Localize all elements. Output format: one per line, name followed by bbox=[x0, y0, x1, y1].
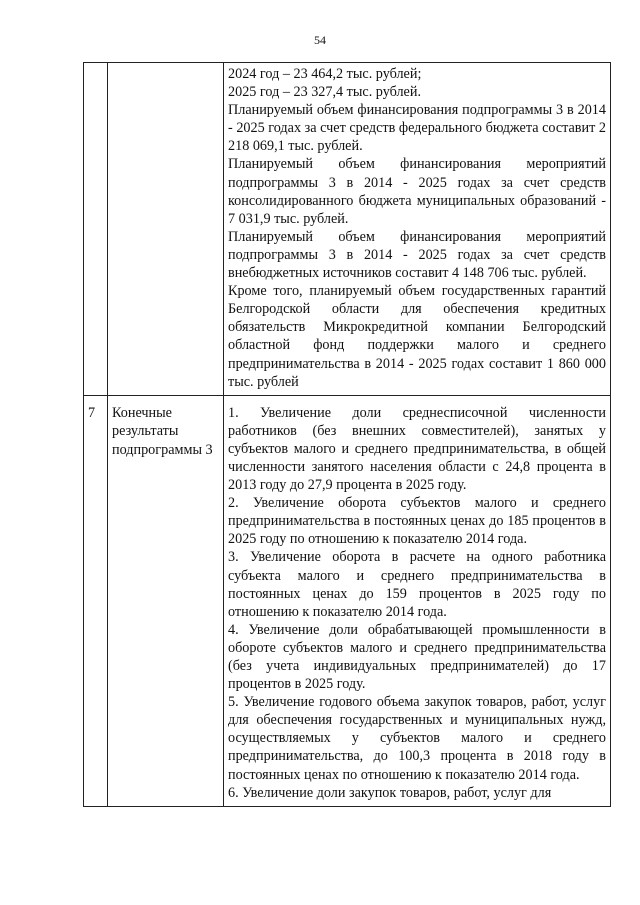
paragraph: 4. Увеличение доли обрабатывающей промышленности в обороте субъектов малого и среднего предпринимательства (без учета индивидуальных предпринимателей) до 17 процентов в 2025 году. bbox=[228, 621, 606, 693]
paragraph: 3. Увеличение оборота в расчете на одного работника субъекта малого и среднего предпринимательства в постоянных ценах до 159 процентов в 2025 году по отношению к показателю 2014 года. bbox=[228, 549, 606, 620]
paragraph: 5. Увеличение годового объема закупок товаров, работ, услуг для обеспечения государственных и муниципальных нужд, осуществляемых у субъектов малого и среднего предпринимательства, до 100,3 процента в 2018 году в постоянных ценах по отношению к показателю 2014 года. bbox=[228, 694, 606, 783]
row-label-cell bbox=[108, 63, 224, 396]
row-content-cell bbox=[224, 63, 611, 396]
paragraph: Планируемый объем финансирования подпрограммы 3 в 2014 - 2025 годах за счет средств федерального бюджета составит 2 218 069,1 тыс. рублей. bbox=[228, 102, 606, 155]
paragraph: 2024 год – 23 464,2 тыс. рублей; bbox=[228, 66, 422, 82]
paragraph: Кроме того, планируемый объем государственных гарантий Белгородской области для обеспечения кредитных обязательств Микрокредитной компании Белгородский областной фонд поддержки малого и среднего предпринимательства в 2014 - 2025 годах составит 1 860 000 тыс. рублей bbox=[228, 283, 606, 390]
paragraph: 2. Увеличение оборота субъектов малого и среднего предпринимательства в постоянных ценах до 185 процентов в 2025 году по отношению к показателю 2014 года. bbox=[228, 495, 606, 548]
document-table bbox=[83, 62, 611, 807]
paragraph: 2025 год – 23 327,4 тыс. рублей. bbox=[228, 84, 421, 101]
page-number: 54 bbox=[314, 33, 326, 47]
row-content-cell bbox=[224, 395, 611, 806]
row-number-cell: 7 bbox=[84, 395, 108, 806]
table-row bbox=[84, 395, 611, 806]
paragraph: 6. Увеличение доли закупок товаров, работ, услуг для bbox=[228, 784, 552, 801]
paragraph: Планируемый объем финансирования мероприятий подпрограммы 3 в 2014 - 2025 годах за счет средств внебюджетных источников составит 4 148 706 тыс. рублей. bbox=[228, 228, 606, 282]
paragraph: Планируемый объем финансирования мероприятий подпрограммы 3 в 2014 - 2025 годах за счет средств консолидированного бюджета муниципальных образований - 7 031,9 тыс. рублей. bbox=[228, 156, 606, 227]
paragraph: 1. Увеличение доли среднесписочной численности работников (без внешних совместителей), занятых у субъектов малого и среднего предпринимательства, в общей численности занятого населения области с 24,8 процента в 2013 году до 27,9 процента в 2025 году. bbox=[228, 404, 606, 494]
table-row bbox=[84, 63, 611, 396]
row-label-cell: Конечные результаты подпрограммы 3 bbox=[108, 395, 224, 806]
row-number-cell bbox=[84, 63, 108, 396]
